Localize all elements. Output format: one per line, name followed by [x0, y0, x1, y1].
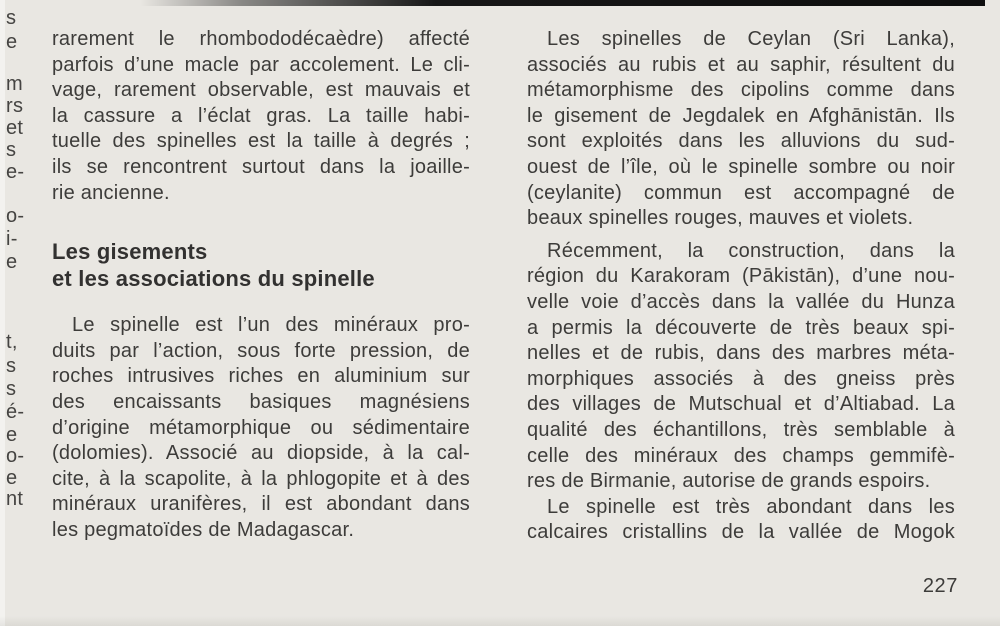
text-line: parfois d’une macle par accolement. Le cli-	[52, 53, 470, 76]
clipped-text-fragment: e	[6, 31, 18, 53]
clipped-text-fragment: rs	[6, 95, 24, 117]
clipped-text-fragment: s	[6, 7, 17, 29]
text-line: res de Birmanie, autorise de grands espoirs.	[527, 470, 931, 493]
text-line: qualité des échantillons, très semblable à	[527, 418, 955, 441]
text-line: nelles et de rubis, dans des marbres méta-	[527, 342, 955, 365]
text-line: les pegmatoïdes de Madagascar.	[52, 518, 355, 541]
clipped-text-fragment: e-	[6, 161, 25, 183]
text-line: minéraux uranifères, il est abondant dans	[52, 493, 470, 516]
text-line: Récemment, la construction, dans la	[547, 239, 955, 262]
clipped-text-fragment: o-	[6, 205, 25, 227]
scan-top-bar	[140, 0, 985, 6]
scan-bottom-shadow	[0, 616, 1000, 626]
clipped-text-fragment: é-	[6, 401, 25, 423]
text-line: (ceylanite) commun est accompagné de	[527, 181, 955, 204]
text-line: la cassure a l’éclat gras. La taille habi-	[52, 104, 470, 127]
clipped-text-fragment: s	[6, 139, 17, 161]
clipped-text-fragment: s	[6, 355, 17, 377]
text-line: ils se rencontrent surtout dans la joaille-	[52, 155, 470, 178]
clipped-text-fragment: t,	[6, 331, 18, 353]
text-line: Le spinelle est l’un des minéraux pro-	[72, 314, 470, 337]
scan-left-edge	[0, 0, 5, 626]
text-line: des villages de Mutschual et d’Altiabad. La	[527, 393, 955, 416]
left-column	[52, 27, 470, 544]
text-line: (dolomies). Associé au diopside, à la cal-	[52, 442, 470, 465]
clipped-text-fragment: e	[6, 467, 18, 489]
paragraph-mogok	[527, 495, 955, 546]
clipped-text-fragment: s	[6, 378, 17, 400]
clipped-text-fragment: m	[6, 73, 23, 95]
paragraph-cleavage	[52, 27, 470, 206]
text-line: rie ancienne.	[52, 181, 170, 204]
text-line: a permis la découverte de très beaux spi-	[527, 316, 955, 339]
page-number: 227	[922, 575, 958, 597]
text-line: celle des minéraux des champs gemmifè-	[527, 444, 955, 467]
section-heading-line2: et les associations du spinelle	[52, 266, 375, 292]
text-line: ouest de l’île, où le spinelle sombre ou noir	[527, 155, 955, 178]
clipped-text-fragment: e	[6, 251, 18, 273]
clipped-text-fragment: et	[6, 117, 24, 139]
text-line: vage, rarement observable, est mauvais et	[52, 79, 470, 102]
text-line: roches intrusives riches en aluminium sur	[52, 365, 470, 388]
text-line: Le spinelle est très abondant dans les	[547, 495, 955, 518]
text-line: métamorphisme des cipolins comme dans	[527, 79, 955, 102]
clipped-text-fragment: nt	[6, 488, 24, 510]
clipped-text-fragment: o-	[6, 445, 25, 467]
text-line: Les spinelles de Ceylan (Sri Lanka),	[547, 28, 955, 50]
text-line: calcaires cristallins de la vallée de Mogok	[527, 521, 955, 544]
clipped-text-fragment: i-	[6, 228, 18, 250]
text-line: cite, à la scapolite, à la phlogopite et à des	[52, 467, 470, 490]
text-line: tuelle des spinelles est la taille à degrés ;	[52, 130, 470, 153]
text-line: région du Karakoram (Pākistān), d’une nou-	[527, 265, 955, 288]
right-column	[527, 27, 955, 546]
text-line: rarement le rhombododécaèdre) affecté	[52, 28, 470, 50]
text-line: d’origine métamorphique ou sédimentaire	[52, 416, 470, 439]
text-line: velle voie d’accès dans la vallée du Hunza	[527, 290, 955, 313]
text-line: des encaissants basiques magnésiens	[52, 390, 470, 413]
text-line: beaux spinelles rouges, mauves et violets.	[527, 207, 914, 230]
section-heading-line1: Les gisements	[52, 239, 208, 265]
clipped-text-fragment: e	[6, 424, 18, 446]
text-line: le gisement de Jegdalek en Afghānistān. Ils	[527, 104, 955, 127]
text-line: morphiques associés à des gneiss près	[527, 367, 955, 390]
section-heading	[52, 238, 470, 292]
text-line: duits par l’action, sous forte pression, de	[52, 339, 470, 362]
paragraph-gisements	[52, 313, 470, 543]
paragraph-ceylan	[527, 27, 955, 232]
text-line: associés au rubis et au saphir, résultent du	[527, 53, 955, 76]
paragraph-karakoram	[527, 239, 955, 495]
text-line: sont exploités dans les alluvions du sud-	[527, 130, 955, 153]
